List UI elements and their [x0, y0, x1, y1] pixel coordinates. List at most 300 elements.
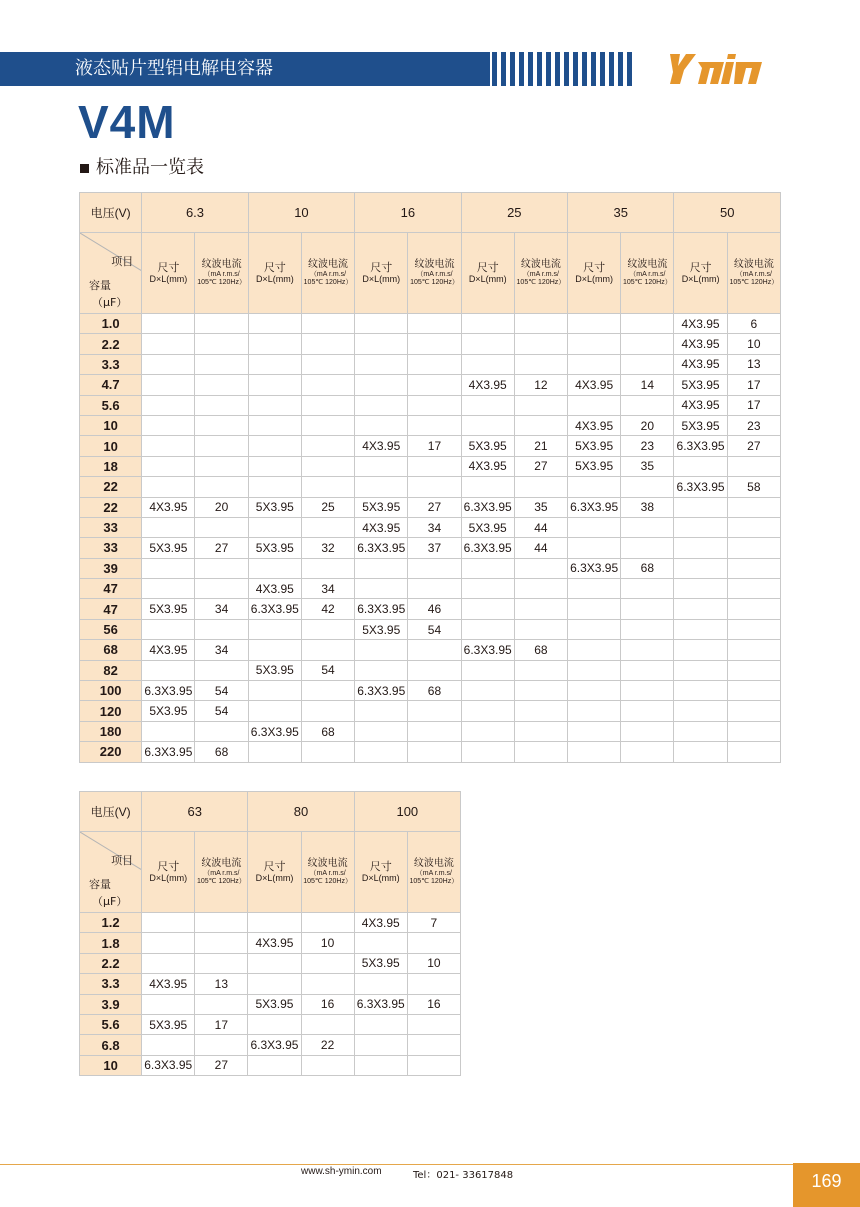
ripple-cell — [195, 395, 248, 415]
ripple-cell — [301, 1055, 354, 1075]
ripple-cell — [301, 314, 354, 334]
ripple-cell: 27 — [514, 456, 567, 476]
size-cell — [248, 395, 301, 415]
capacitance-cell: 22 — [80, 497, 142, 517]
size-cell: 5X3.95 — [248, 994, 301, 1014]
ripple-cell — [621, 538, 674, 558]
ripple-cell — [514, 334, 567, 354]
size-cell — [142, 619, 195, 639]
ripple-cell — [407, 933, 460, 953]
ripple-cell — [195, 953, 248, 973]
ripple-cell — [301, 619, 354, 639]
ripple-cell — [621, 395, 674, 415]
size-cell — [248, 558, 301, 578]
ripple-cell — [514, 721, 567, 741]
size-cell: 6.3X3.95 — [461, 497, 514, 517]
voltage-value: 80 — [248, 792, 354, 832]
size-cell — [461, 579, 514, 599]
ripple-cell — [195, 558, 248, 578]
ripple-cell — [301, 953, 354, 973]
size-cell: 6.3X3.95 — [248, 599, 301, 619]
ripple-cell — [514, 477, 567, 497]
ripple-title: 纹波电流 — [308, 259, 349, 271]
size-cell — [461, 742, 514, 762]
size-cell — [248, 375, 301, 395]
ripple-cell — [301, 334, 354, 354]
ripple-cell — [301, 354, 354, 374]
ripple-unit-2: 105℃ 120Hz） — [409, 877, 459, 885]
ripple-cell: 34 — [408, 517, 461, 537]
size-cell: 4X3.95 — [568, 415, 621, 435]
size-cell: 5X3.95 — [248, 538, 301, 558]
ripple-cell: 17 — [727, 375, 780, 395]
size-cell: 4X3.95 — [142, 640, 195, 660]
capacitance-cell: 3.9 — [80, 994, 142, 1014]
ripple-cell — [727, 579, 780, 599]
size-cell: 4X3.95 — [674, 395, 727, 415]
size-cell: 5X3.95 — [461, 517, 514, 537]
size-cell — [568, 477, 621, 497]
size-cell — [355, 742, 408, 762]
capacitance-cell: 2.2 — [80, 334, 142, 354]
ripple-cell: 10 — [301, 933, 354, 953]
size-title: 尺寸 — [263, 260, 286, 274]
ripple-cell — [408, 660, 461, 680]
size-cell — [248, 953, 301, 973]
ripple-cell: 37 — [408, 538, 461, 558]
ripple-cell — [195, 375, 248, 395]
size-cell — [354, 1035, 407, 1055]
table-row — [80, 334, 781, 354]
table-row — [80, 974, 461, 994]
size-cell: 6.3X3.95 — [142, 681, 195, 701]
footer-tel: Tel：021- 33617848 — [413, 1170, 514, 1181]
size-title: 尺寸 — [689, 260, 712, 274]
table-row — [80, 538, 781, 558]
size-cell: 6.3X3.95 — [674, 477, 727, 497]
size-cell — [674, 660, 727, 680]
ripple-header — [621, 233, 674, 314]
size-cell — [355, 579, 408, 599]
ripple-title: 纹波电流 — [414, 259, 455, 271]
size-cell — [568, 660, 621, 680]
table-row — [80, 619, 781, 639]
ripple-unit-2: 105℃ 120Hz） — [197, 278, 246, 286]
size-cell — [142, 477, 195, 497]
ripple-cell — [195, 619, 248, 639]
size-cell — [568, 742, 621, 762]
ripple-cell — [727, 497, 780, 517]
ripple-cell: 12 — [514, 375, 567, 395]
ripple-unit-2: 105℃ 120Hz） — [303, 278, 353, 286]
size-cell — [248, 334, 301, 354]
size-cell — [142, 354, 195, 374]
size-cell — [355, 456, 408, 476]
ripple-cell: 68 — [408, 681, 461, 701]
ripple-cell: 54 — [195, 681, 248, 701]
ripple-cell: 27 — [408, 497, 461, 517]
ripple-cell — [621, 721, 674, 741]
size-cell — [568, 701, 621, 721]
model-name: V4M — [78, 96, 176, 148]
diagonal-header-cell — [80, 832, 142, 913]
size-cell: 4X3.95 — [461, 456, 514, 476]
size-cell — [461, 558, 514, 578]
ripple-title: 纹波电流 — [307, 858, 348, 870]
ripple-cell: 16 — [407, 994, 460, 1014]
ripple-unit-1: （mA r.m.s/ — [203, 270, 240, 278]
size-cell — [461, 701, 514, 721]
ripple-cell — [621, 660, 674, 680]
capacitance-cell: 10 — [80, 415, 142, 435]
size-cell — [142, 579, 195, 599]
size-cell: 6.3X3.95 — [142, 742, 195, 762]
size-cell — [461, 660, 514, 680]
ripple-cell — [621, 681, 674, 701]
size-cell: 4X3.95 — [142, 974, 195, 994]
size-cell — [354, 974, 407, 994]
size-cell — [142, 953, 195, 973]
voltage-value: 50 — [674, 193, 781, 233]
ripple-cell — [408, 395, 461, 415]
size-cell — [142, 375, 195, 395]
table-row — [80, 721, 781, 741]
capacitance-cell: 1.8 — [80, 933, 142, 953]
table-row — [80, 477, 781, 497]
size-cell — [461, 354, 514, 374]
footer-website: www.sh-ymin.com — [301, 1166, 382, 1177]
size-header — [461, 233, 514, 314]
ripple-cell — [514, 354, 567, 374]
ripple-cell — [727, 558, 780, 578]
size-cell — [674, 517, 727, 537]
size-cell: 5X3.95 — [674, 375, 727, 395]
ripple-cell: 13 — [195, 974, 248, 994]
ripple-cell — [301, 395, 354, 415]
size-cell: 5X3.95 — [248, 497, 301, 517]
ripple-title: 纹波电流 — [627, 259, 668, 271]
ripple-cell — [407, 974, 460, 994]
size-cell — [568, 599, 621, 619]
table-row — [80, 640, 781, 660]
ripple-unit-2: 105℃ 120Hz） — [516, 278, 566, 286]
size-cell — [674, 742, 727, 762]
size-cell — [248, 354, 301, 374]
spec-table-2 — [79, 791, 461, 1076]
ripple-cell — [727, 517, 780, 537]
table-row — [80, 497, 781, 517]
ripple-cell — [727, 660, 780, 680]
ripple-cell: 42 — [301, 599, 354, 619]
ripple-cell: 17 — [195, 1014, 248, 1034]
capacitance-cell: 10 — [80, 436, 142, 456]
size-header — [142, 832, 195, 913]
ripple-cell: 34 — [195, 599, 248, 619]
ripple-cell — [195, 456, 248, 476]
size-cell — [142, 721, 195, 741]
ripple-cell — [621, 701, 674, 721]
size-cell — [568, 517, 621, 537]
size-cell — [142, 1035, 195, 1055]
table-row — [80, 599, 781, 619]
capacitance-cell: 10 — [80, 1055, 142, 1075]
size-cell — [674, 619, 727, 639]
size-cell: 5X3.95 — [248, 660, 301, 680]
capacitance-cell: 3.3 — [80, 354, 142, 374]
ripple-cell: 46 — [408, 599, 461, 619]
section-heading — [80, 156, 204, 180]
ripple-cell — [514, 660, 567, 680]
ripple-cell — [301, 415, 354, 435]
voltage-label: 电压(V) — [80, 193, 142, 233]
capacitance-cell: 68 — [80, 640, 142, 660]
ripple-cell: 35 — [514, 497, 567, 517]
ripple-cell — [301, 558, 354, 578]
size-cell — [568, 538, 621, 558]
ripple-title: 纹波电流 — [413, 858, 454, 870]
ripple-cell: 20 — [195, 497, 248, 517]
ripple-cell — [621, 619, 674, 639]
size-unit: D×L(mm) — [468, 274, 507, 285]
size-cell — [248, 456, 301, 476]
ripple-cell: 54 — [301, 660, 354, 680]
size-cell: 6.3X3.95 — [674, 436, 727, 456]
ripple-unit-1: （mA r.m.s/ — [735, 270, 772, 278]
size-cell — [461, 314, 514, 334]
table-row — [80, 681, 781, 701]
voltage-value: 6.3 — [142, 193, 248, 233]
ripple-cell: 35 — [621, 456, 674, 476]
ripple-cell: 34 — [301, 579, 354, 599]
size-cell — [568, 354, 621, 374]
size-cell: 6.3X3.95 — [461, 538, 514, 558]
ripple-title: 纹波电流 — [201, 858, 242, 870]
voltage-value: 25 — [461, 193, 567, 233]
size-cell — [674, 599, 727, 619]
size-cell — [142, 994, 195, 1014]
capacitance-cell: 33 — [80, 517, 142, 537]
size-cell: 5X3.95 — [142, 599, 195, 619]
size-cell: 4X3.95 — [355, 517, 408, 537]
capacitance-cell: 47 — [80, 599, 142, 619]
table-row — [80, 953, 461, 973]
ripple-cell: 10 — [407, 953, 460, 973]
table-row — [80, 517, 781, 537]
size-cell: 5X3.95 — [355, 619, 408, 639]
ripple-cell — [408, 354, 461, 374]
ripple-cell: 68 — [195, 742, 248, 762]
table-row — [80, 395, 781, 415]
size-cell — [355, 701, 408, 721]
ripple-cell — [408, 375, 461, 395]
voltage-value: 63 — [142, 792, 248, 832]
size-cell: 4X3.95 — [674, 354, 727, 374]
ripple-header — [195, 233, 248, 314]
size-cell — [461, 477, 514, 497]
size-header — [355, 233, 408, 314]
capacitance-cell: 39 — [80, 558, 142, 578]
ripple-cell — [514, 415, 567, 435]
size-cell: 4X3.95 — [674, 314, 727, 334]
size-title: 尺寸 — [476, 260, 499, 274]
size-cell — [568, 314, 621, 334]
size-cell: 4X3.95 — [568, 375, 621, 395]
size-cell — [142, 395, 195, 415]
ripple-cell — [727, 599, 780, 619]
size-unit: D×L(mm) — [149, 274, 188, 285]
size-unit: D×L(mm) — [681, 274, 720, 285]
ripple-cell — [195, 660, 248, 680]
size-cell — [568, 721, 621, 741]
ripple-cell — [727, 619, 780, 639]
spec-table-1 — [79, 192, 781, 763]
ripple-cell: 68 — [301, 721, 354, 741]
size-unit: D×L(mm) — [255, 873, 294, 884]
size-header — [354, 832, 407, 913]
table-row — [80, 558, 781, 578]
size-cell: 5X3.95 — [461, 436, 514, 456]
size-cell — [354, 933, 407, 953]
ripple-cell: 44 — [514, 538, 567, 558]
size-cell — [248, 701, 301, 721]
ripple-title: 纹波电流 — [201, 259, 242, 271]
ripple-cell — [408, 742, 461, 762]
size-cell — [461, 681, 514, 701]
size-cell — [461, 721, 514, 741]
size-cell: 4X3.95 — [674, 334, 727, 354]
ripple-cell: 22 — [301, 1035, 354, 1055]
ripple-cell: 38 — [621, 497, 674, 517]
ripple-cell: 27 — [195, 538, 248, 558]
ripple-unit-2: 105℃ 120Hz） — [303, 877, 352, 885]
ripple-cell — [408, 415, 461, 435]
voltage-header-row — [80, 792, 461, 832]
ripple-cell — [621, 599, 674, 619]
size-cell — [142, 415, 195, 435]
ripple-cell: 17 — [408, 436, 461, 456]
ripple-unit-1: （mA r.m.s/ — [416, 270, 453, 278]
ripple-unit-2: 105℃ 120Hz） — [196, 877, 246, 885]
size-cell — [142, 558, 195, 578]
ripple-unit-2: 105℃ 120Hz） — [410, 278, 459, 286]
ripple-cell — [195, 721, 248, 741]
ripple-cell — [301, 742, 354, 762]
size-cell — [354, 1055, 407, 1075]
ripple-cell — [195, 517, 248, 537]
size-cell: 5X3.95 — [355, 497, 408, 517]
size-cell — [248, 517, 301, 537]
voltage-header-row — [80, 193, 781, 233]
ripple-cell: 58 — [727, 477, 780, 497]
voltage-value: 100 — [354, 792, 460, 832]
column-header-row — [80, 233, 781, 314]
ripple-cell: 14 — [621, 375, 674, 395]
size-cell — [674, 538, 727, 558]
ripple-cell — [301, 913, 354, 933]
ripple-cell — [301, 477, 354, 497]
size-cell — [674, 640, 727, 660]
size-cell — [461, 334, 514, 354]
size-cell — [355, 558, 408, 578]
size-cell — [674, 497, 727, 517]
ripple-cell — [301, 517, 354, 537]
ripple-cell — [195, 314, 248, 334]
ripple-cell: 54 — [408, 619, 461, 639]
ripple-unit-2: 105℃ 120Hz） — [622, 278, 672, 286]
size-cell — [355, 721, 408, 741]
table-row — [80, 456, 781, 476]
ripple-cell: 27 — [727, 436, 780, 456]
size-cell: 6.3X3.95 — [355, 599, 408, 619]
ripple-cell — [301, 974, 354, 994]
size-cell — [248, 913, 301, 933]
size-cell — [674, 456, 727, 476]
size-title: 尺寸 — [370, 260, 393, 274]
ripple-cell — [621, 742, 674, 762]
size-cell: 6.3X3.95 — [248, 1035, 301, 1055]
ripple-cell — [407, 1055, 460, 1075]
ripple-cell — [301, 701, 354, 721]
ripple-cell: 23 — [727, 415, 780, 435]
ripple-cell — [727, 538, 780, 558]
size-cell — [248, 477, 301, 497]
size-cell — [248, 1055, 301, 1075]
capacitance-cell: 120 — [80, 701, 142, 721]
size-cell — [142, 517, 195, 537]
ripple-unit-2: 105℃ 120Hz） — [729, 278, 779, 286]
capacitance-cell: 100 — [80, 681, 142, 701]
size-cell: 4X3.95 — [248, 579, 301, 599]
size-cell — [248, 436, 301, 456]
capacity-label: 容量 — [89, 279, 111, 292]
ripple-cell — [407, 1035, 460, 1055]
ripple-cell — [514, 681, 567, 701]
size-cell — [142, 334, 195, 354]
size-cell: 5X3.95 — [142, 538, 195, 558]
ripple-cell — [514, 579, 567, 599]
ripple-cell — [408, 314, 461, 334]
capacitance-cell: 180 — [80, 721, 142, 741]
size-cell — [355, 334, 408, 354]
size-cell — [248, 742, 301, 762]
ripple-header — [301, 233, 354, 314]
ripple-unit-1: （mA r.m.s/ — [203, 869, 240, 877]
ripple-unit-1: （mA r.m.s/ — [309, 270, 347, 278]
size-unit: D×L(mm) — [362, 274, 401, 285]
ripple-unit-1: （mA r.m.s/ — [415, 869, 452, 877]
ripple-cell — [408, 640, 461, 660]
ripple-unit-1: （mA r.m.s/ — [629, 270, 666, 278]
ripple-cell — [195, 334, 248, 354]
size-cell — [248, 640, 301, 660]
ripple-cell — [301, 375, 354, 395]
ripple-header — [407, 832, 460, 913]
size-cell — [248, 619, 301, 639]
table-row — [80, 660, 781, 680]
ripple-cell: 13 — [727, 354, 780, 374]
ripple-title: 纹波电流 — [733, 259, 774, 271]
size-cell — [142, 456, 195, 476]
ripple-cell — [195, 436, 248, 456]
size-cell — [142, 933, 195, 953]
size-header — [568, 233, 621, 314]
size-cell — [568, 334, 621, 354]
item-label: 项目 — [111, 255, 134, 268]
size-title: 尺寸 — [157, 859, 180, 873]
ripple-cell — [514, 619, 567, 639]
ripple-cell — [727, 701, 780, 721]
table-row — [80, 436, 781, 456]
